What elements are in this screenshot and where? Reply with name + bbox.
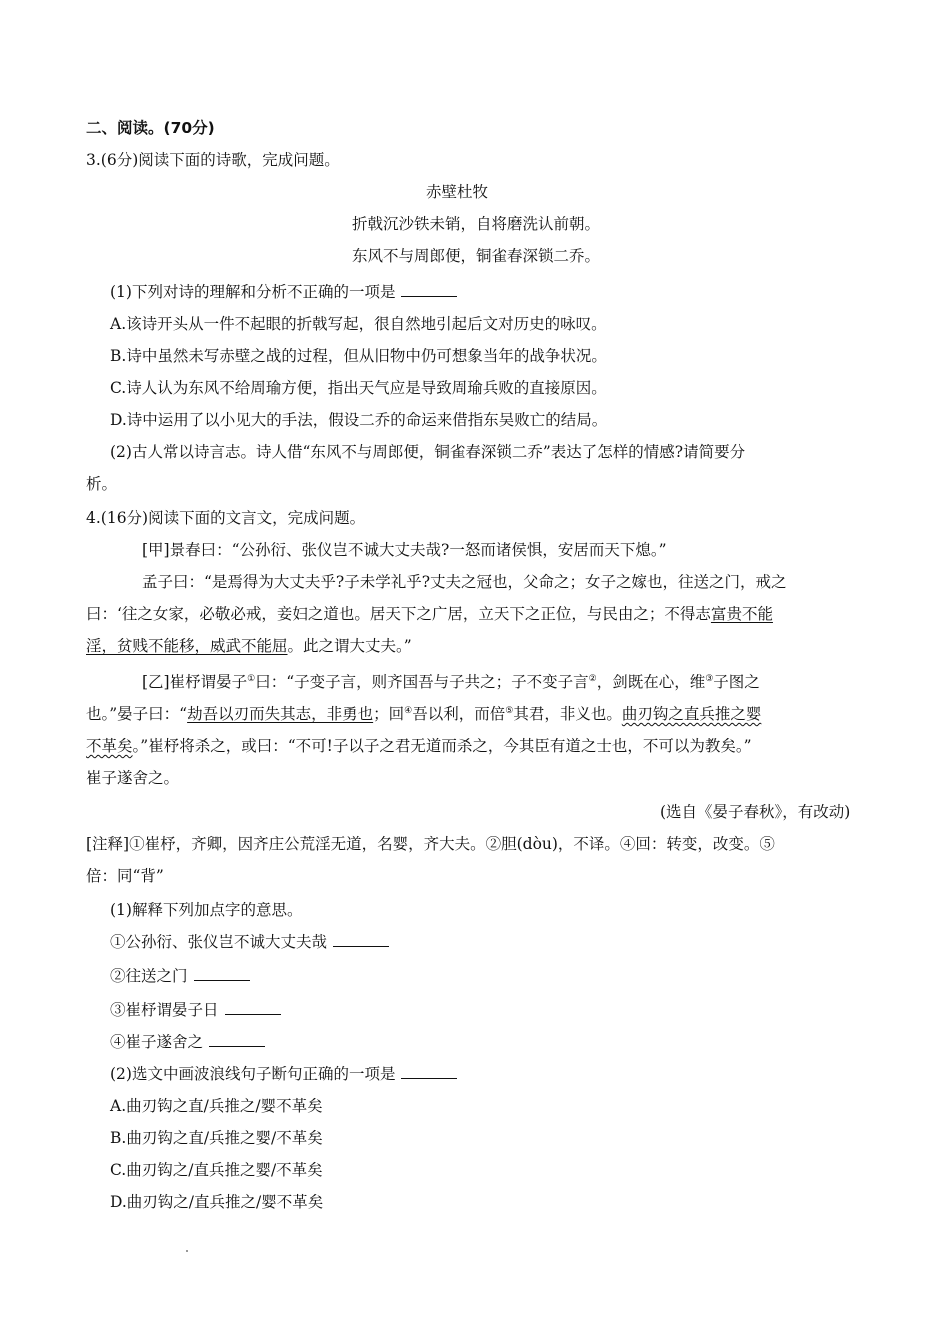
answer-blank[interactable] — [194, 966, 250, 981]
q4-option-d: D.曲刃钩之/直兵推之/婴不革矣 — [110, 1193, 324, 1211]
passage-text: 曰：‘往之女家，必敬必戒，妾妇之道也。居天下之广居，立天下之正位，与民由之；不得志 — [86, 605, 711, 623]
passage-jia — [86, 604, 773, 624]
q4-item — [110, 932, 389, 952]
underlined-sentence: 富贵不能 — [710, 605, 773, 623]
note-marker: ⑤ — [505, 705, 514, 716]
note-marker: ① — [247, 673, 256, 684]
page-speck — [186, 1250, 188, 1252]
q4-item-text: ③崔杼谓晏子日 — [110, 1001, 219, 1019]
q4-option-b: B.曲刃钩之直/兵推之婴/不革矣 — [110, 1129, 323, 1147]
q4-sub2 — [110, 1064, 457, 1084]
section-title: 二、阅读。(70分) — [86, 119, 215, 137]
q4-item — [110, 1000, 281, 1020]
passage-text: 其君，非义也。 — [513, 705, 622, 723]
q4-item — [110, 966, 250, 986]
passage-text: ；回 — [373, 705, 405, 723]
q4-option-a: A.曲刃钩之直/兵推之/婴不革矣 — [110, 1097, 323, 1115]
q3-sub2-cont: 析。 — [86, 475, 118, 493]
q4-sub2-text: (2)选文中画波浪线句子断句正确的一项是 — [110, 1065, 396, 1083]
passage-jia — [86, 636, 412, 656]
q4-option-c: C.曲刃钩之/直兵推之婴/不革矣 — [110, 1161, 323, 1179]
q3-option-b: B.诗中虽然未写赤壁之战的过程，但从旧物中仍可想象当年的战争状况。 — [110, 347, 607, 365]
underlined-sentence: 劫吾以刃而失其志，非勇也 — [187, 705, 374, 723]
passage-yi — [86, 736, 752, 756]
q4-stem: 4.(16分)阅读下面的文言文，完成问题。 — [86, 509, 366, 527]
underlined-sentence: 淫，贫贱不能移，威武不能屈 — [86, 637, 288, 655]
note-marker: ④ — [404, 705, 413, 716]
passage-jia: 孟子曰：“是焉得为大丈夫乎?子未学礼乎?丈夫之冠也，父命之；女子之嫁也，往送之门，戒之 — [142, 573, 787, 591]
wavy-underlined-sentence: 不革矣 — [86, 737, 133, 755]
annotation: [注释]①崔杼，齐卿，因齐庄公荒淫无道，名婴，齐大夫。②胆(dòu)，不译。④回：转变，改变。⑤ — [86, 835, 775, 853]
answer-blank[interactable] — [333, 932, 389, 947]
answer-blank[interactable] — [401, 1064, 457, 1079]
passage-text: 子图之 — [713, 673, 760, 691]
note-marker: ③ — [705, 673, 714, 684]
q3-option-a: A.该诗开头从一件不起眼的折戟写起，很自然地引起后文对历史的咏叹。 — [110, 315, 607, 333]
passage-text: 曰：“子变子言，则齐国吾与子共之；子不变子言 — [255, 673, 589, 691]
q4-item-text: ④崔子遂舍之 — [110, 1033, 204, 1051]
passage-text: 也。”晏子曰：“ — [86, 705, 188, 723]
passage-yi: 崔子遂舍之。 — [86, 769, 180, 787]
passage-text: 。此之谓大丈夫。” — [287, 637, 412, 655]
passage-yi — [86, 704, 761, 724]
q4-item-text: ①公孙衍、张仪岂不诚大丈夫哉 — [110, 933, 328, 951]
passage-text: 吾以利，而倍 — [412, 705, 506, 723]
q4-sub1: (1)解释下列加点字的意思。 — [110, 901, 303, 919]
passage-text: [乙]崔杼谓晏子 — [142, 673, 248, 691]
q4-item — [110, 1032, 265, 1052]
answer-blank[interactable] — [225, 1000, 281, 1015]
q3-sub1-text: (1)下列对诗的理解和分析不正确的一项是 — [110, 283, 396, 301]
passage-text: ，剑既在心，维 — [596, 673, 706, 691]
q3-option-d: D.诗中运用了以小见大的手法，假设二乔的命运来借指东吴败亡的结局。 — [110, 411, 608, 429]
q3-sub1 — [110, 282, 457, 302]
q3-stem: 3.(6分)阅读下面的诗歌，完成问题。 — [86, 151, 340, 169]
passage-jia: [甲]景春曰：“公孙衍、张仪岂不诚大丈夫哉?一怒而诸侯惧，安居而天下熄。” — [142, 541, 667, 559]
q3-sub2: (2)古人常以诗言志。诗人借“东风不与周郎便，铜雀春深锁二乔”表达了怎样的情感?请简要分 — [110, 443, 746, 461]
poem-line: 折戟沉沙铁未销，自将磨洗认前朝。 — [352, 215, 601, 233]
wavy-underlined-sentence: 曲刃钩之直兵推之婴 — [621, 705, 762, 723]
source-citation: (选自《晏子春秋》，有改动) — [660, 803, 851, 821]
poem-title: 赤壁杜牧 — [426, 183, 489, 201]
q3-option-c: C.诗人认为东风不给周瑜方便，指出天气应是导致周瑜兵败的直接原因。 — [110, 379, 607, 397]
note-marker: ② — [588, 673, 597, 684]
answer-blank[interactable] — [401, 282, 457, 297]
passage-text: 。”崔杼将杀之，或曰：“不可!子以子之君无道而杀之，今其臣有道之士也，不可以为教矣。” — [132, 737, 752, 755]
poem-line: 东风不与周郎便，铜雀春深锁二乔。 — [352, 247, 601, 265]
passage-yi — [142, 672, 760, 692]
answer-blank[interactable] — [209, 1032, 265, 1047]
annotation: 倍：同“背” — [86, 867, 164, 885]
q4-item-text: ②往送之门 — [110, 967, 188, 985]
